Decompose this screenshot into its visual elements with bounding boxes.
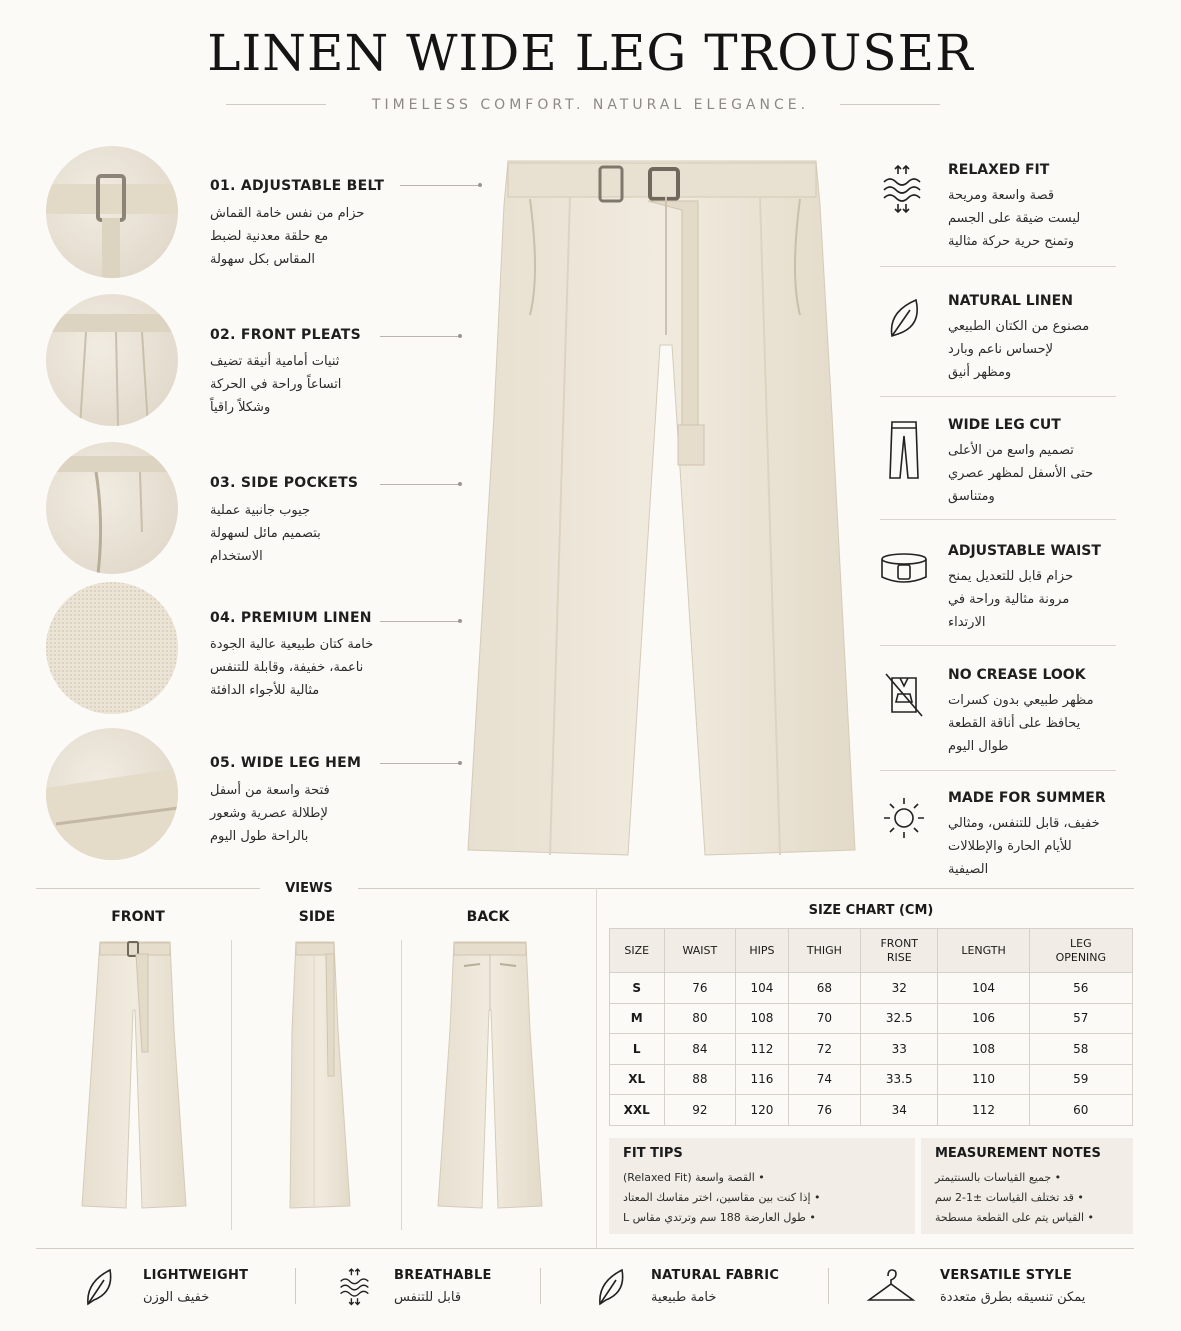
detail-title-linen: 04. PREMIUM LINEN [210, 610, 372, 626]
measurement-notes-box [921, 1138, 1133, 1234]
measurement-cell: 84 [664, 1034, 736, 1065]
bottom-title-breathable: BREATHABLE [394, 1268, 492, 1283]
sun-icon [878, 792, 930, 844]
fit-tip-item: • إذا كنت بين مقاسين، اختر مقاسك المعتاد [623, 1191, 821, 1204]
detail-image-belt [46, 146, 178, 278]
measurement-cell: 106 [938, 1003, 1029, 1034]
measurement-cell: 112 [736, 1034, 788, 1065]
detail-image-linen [46, 582, 178, 714]
feature-desc-no-crease: مظهر طبيعي بدون كسرات يحافظ على أناقة القطعة طوال اليوم [948, 693, 1094, 754]
measurement-cell: 92 [664, 1095, 736, 1126]
measurement-cell: 110 [938, 1064, 1029, 1095]
measurement-cell: 33.5 [861, 1064, 938, 1095]
detail-image-hem [46, 728, 178, 860]
measurement-cell: 32.5 [861, 1003, 938, 1034]
feature-divider [880, 396, 1116, 397]
fit-tip-item: • طول العارضة 188 سم وترتدي مقاس L [623, 1211, 816, 1224]
view-divider [231, 940, 232, 1230]
col-header-size: SIZE [610, 929, 665, 973]
connector-pockets [380, 484, 458, 485]
size-cell: M [610, 1003, 665, 1034]
bottom-desc-breathable: قابل للتنفس [394, 1290, 462, 1305]
feature-divider [880, 266, 1116, 267]
size-cell: XL [610, 1064, 665, 1095]
bottom-divider [295, 1268, 296, 1304]
detail-desc-linen: خامة كتان طبيعية عالية الجودة ناعمة، خفيفة، وقابلة للتنفس مثالية للأجواء الدافئة [210, 637, 374, 698]
col-header-waist: WAIST [664, 929, 736, 973]
hem-detail-illustration [46, 728, 178, 860]
measurement-cell: 56 [1029, 973, 1132, 1004]
size-cell: XXL [610, 1095, 665, 1126]
bottom-title-versatile: VERSATILE STYLE [940, 1268, 1073, 1283]
col-header-thigh: THIGH [788, 929, 860, 973]
feature-desc-relaxed-fit: قصة واسعة ومريحة ليست ضيقة على الجسم وتمنح حرية حركة مثالية [948, 188, 1081, 249]
view-label-back: BACK [466, 909, 510, 925]
detail-title-belt: 01. ADJUSTABLE BELT [210, 178, 385, 194]
feature-title-summer: MADE FOR SUMMER [948, 790, 1106, 806]
feature-divider [880, 519, 1116, 520]
detail-image-pleats [46, 294, 178, 426]
front-view-image [78, 940, 190, 1210]
feature-desc-natural-linen: مصنوع من الكتان الطبيعي لإحساس ناعم وبارد ومظهر أنيق [948, 319, 1090, 380]
belt-detail-illustration [46, 146, 178, 278]
measurement-notes-list [935, 1168, 1125, 1228]
pockets-detail-illustration [46, 442, 178, 574]
measurement-note-item: • القياس يتم على القطعة مسطحة [935, 1211, 1095, 1224]
measurement-cell: 76 [664, 973, 736, 1004]
airflow-icon [878, 162, 930, 214]
leaf-icon [594, 1266, 628, 1306]
table-row [610, 973, 1133, 1004]
feature-title-adjustable-waist: ADJUSTABLE WAIST [948, 543, 1101, 559]
table-row [610, 1003, 1133, 1034]
measurement-cell: 112 [938, 1095, 1029, 1126]
col-header-leg-opening: LEG OPENING [1029, 929, 1132, 973]
bottom-title-natural-fabric: NATURAL FABRIC [651, 1268, 780, 1283]
fit-tips-list [623, 1168, 903, 1228]
measurement-notes-heading: MEASUREMENT NOTES [935, 1146, 1101, 1161]
measurement-note-item: • قد تختلف القياسات ±1-2 سم [935, 1191, 1084, 1204]
col-header-length: LENGTH [938, 929, 1029, 973]
no-iron-icon [878, 668, 930, 720]
feature-title-relaxed-fit: RELAXED FIT [948, 162, 1050, 178]
views-rule-right [358, 888, 1134, 889]
page-subtitle: TIMELESS COMFORT. NATURAL ELEGANCE. [371, 97, 810, 113]
bottom-desc-natural-fabric: خامة طبيعية [651, 1290, 717, 1305]
detail-desc-pockets: جيوب جانبية عملية بتصميم مائل لسهولة الاستخدام [210, 503, 321, 564]
connector-pleats [380, 336, 458, 337]
bottom-divider [540, 1268, 541, 1304]
feature-desc-adjustable-waist: حزام قابل للتعديل يمنح مرونة مثالية وراحة في الارتداء [948, 569, 1074, 630]
bottom-title-lightweight: LIGHTWEIGHT [143, 1268, 249, 1283]
detail-title-pockets: 03. SIDE POCKETS [210, 475, 359, 491]
feather-icon [82, 1266, 116, 1306]
feature-title-natural-linen: NATURAL LINEN [948, 293, 1073, 309]
size-chart-heading: SIZE CHART (CM) [808, 903, 934, 918]
view-divider [401, 940, 402, 1230]
belt-icon [878, 545, 930, 597]
col-header-front-rise: FRONT RISE [861, 929, 938, 973]
connector-hem [380, 763, 458, 764]
page-title: LINEN WIDE LEG TROUSER [207, 24, 974, 82]
measurement-cell: 80 [664, 1003, 736, 1034]
views-rule-left [36, 888, 260, 889]
bottom-rule [36, 1248, 1134, 1249]
feature-divider [880, 645, 1116, 646]
feature-title-wide-leg: WIDE LEG CUT [948, 417, 1061, 433]
table-row [610, 1064, 1133, 1095]
measurement-cell: 70 [788, 1003, 860, 1034]
back-view-image [434, 940, 546, 1210]
views-heading: VIEWS [285, 881, 333, 896]
measurement-cell: 59 [1029, 1064, 1132, 1095]
measurement-cell: 57 [1029, 1003, 1132, 1034]
feature-divider [880, 770, 1116, 771]
measurement-cell: 108 [938, 1034, 1029, 1065]
fit-tips-box [609, 1138, 915, 1234]
detail-desc-hem: فتحة واسعة من أسفل لإطلالة عصرية وشعور بالراحة طول اليوم [210, 783, 330, 844]
measurement-cell: 33 [861, 1034, 938, 1065]
measurement-cell: 58 [1029, 1034, 1132, 1065]
view-label-front: FRONT [111, 909, 165, 925]
side-view-image [280, 940, 354, 1210]
feature-title-no-crease: NO CREASE LOOK [948, 667, 1086, 683]
size-cell: S [610, 973, 665, 1004]
measurement-cell: 76 [788, 1095, 860, 1126]
measurement-cell: 34 [861, 1095, 938, 1126]
size-chart-header-row [610, 929, 1133, 973]
size-chart-table [609, 928, 1133, 1126]
measurement-note-item: • جميع القياسات بالسنتيمتر [935, 1171, 1062, 1184]
measurement-cell: 108 [736, 1003, 788, 1034]
measurement-cell: 120 [736, 1095, 788, 1126]
measurement-cell: 72 [788, 1034, 860, 1065]
measurement-cell: 60 [1029, 1095, 1132, 1126]
measurement-cell: 32 [861, 973, 938, 1004]
main-trouser-image [460, 155, 870, 860]
col-header-hips: HIPS [736, 929, 788, 973]
bottom-desc-versatile: يمكن تنسيقه بطرق متعددة [940, 1290, 1086, 1305]
measurement-cell: 104 [736, 973, 788, 1004]
bottom-divider [828, 1268, 829, 1304]
leaf-icon [878, 292, 930, 344]
table-row [610, 1034, 1133, 1065]
measurement-cell: 68 [788, 973, 860, 1004]
measurement-cell: 116 [736, 1064, 788, 1095]
connector-linen [380, 621, 458, 622]
detail-desc-pleats: ثنيات أمامية أنيقة تضيف اتساعاً وراحة في الحركة وشكلاً راقياً [210, 354, 342, 415]
detail-title-hem: 05. WIDE LEG HEM [210, 755, 362, 771]
section-vertical-divider [596, 888, 597, 1248]
trouser-icon [878, 420, 930, 472]
table-row [610, 1095, 1133, 1126]
feature-desc-wide-leg: تصميم واسع من الأعلى حتى الأسفل لمظهر عصري ومتناسق [948, 443, 1094, 504]
view-label-side: SIDE [298, 909, 336, 925]
measurement-cell: 74 [788, 1064, 860, 1095]
fit-tip-item: • القصة واسعة (Relaxed Fit) [623, 1171, 765, 1184]
detail-desc-belt: حزام من نفس خامة القماش مع حلقة معدنية لضبط المقاس بكل سهولة [210, 206, 365, 267]
airflow-icon [336, 1266, 376, 1306]
measurement-cell: 88 [664, 1064, 736, 1095]
bottom-desc-lightweight: خفيف الوزن [143, 1290, 210, 1305]
feature-desc-summer: خفيف، قابل للتنفس، ومثالي للأيام الحارة والإطلالات الصيفية [948, 816, 1100, 877]
fit-tips-heading: FIT TIPS [623, 1146, 683, 1161]
size-cell: L [610, 1034, 665, 1065]
hanger-icon [866, 1266, 916, 1306]
detail-title-pleats: 02. FRONT PLEATS [210, 327, 361, 343]
pleats-detail-illustration [46, 294, 178, 426]
detail-image-pockets [46, 442, 178, 574]
measurement-cell: 104 [938, 973, 1029, 1004]
linen-texture-illustration [46, 582, 178, 714]
